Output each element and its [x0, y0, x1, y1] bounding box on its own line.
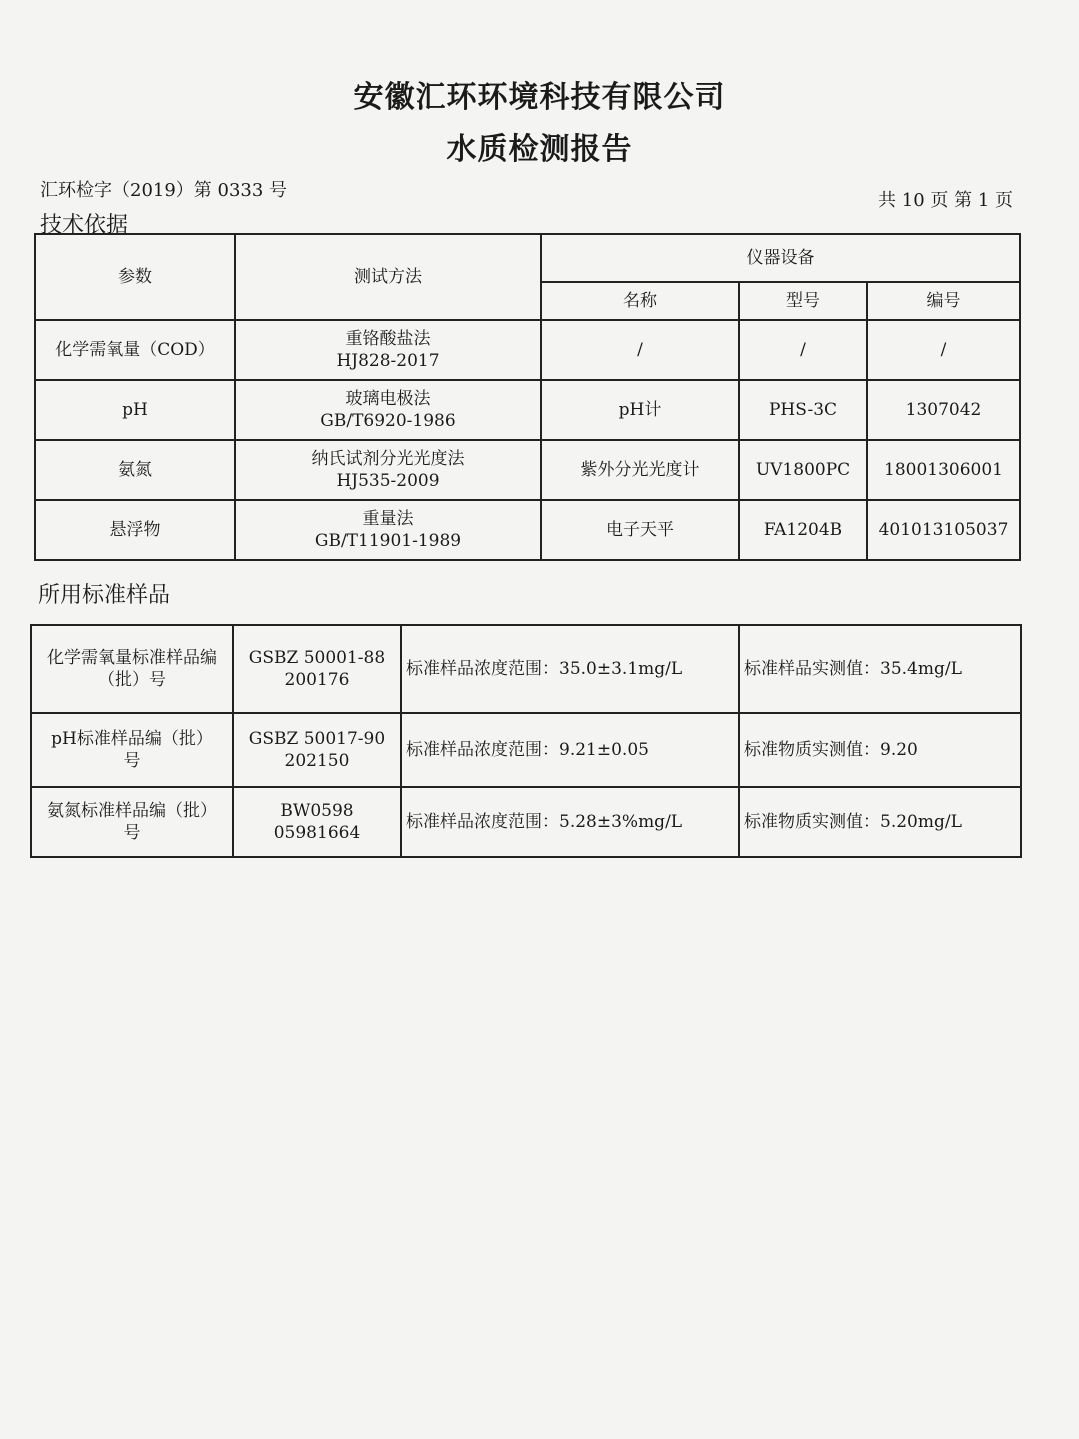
- method-standard: GB/T11901-1989: [314, 531, 462, 551]
- method-standard: GB/T6920-1986: [320, 411, 456, 431]
- method-cell: [235, 440, 541, 500]
- method-name: 玻璃电极法: [345, 389, 431, 409]
- standard-label-cell: [31, 787, 233, 857]
- standard-label-line: （批）号: [98, 670, 166, 690]
- standard-label-line: 氨氮标准样品编（批）: [47, 801, 217, 821]
- table-row: [35, 440, 1020, 500]
- batch-number: 202150: [284, 751, 350, 771]
- standard-label-line: 化学需氧量标准样品编: [47, 648, 217, 668]
- company-name: 安徽汇环环境科技有限公司: [353, 80, 726, 115]
- equipment-model-cell: PHS-3C: [739, 380, 867, 440]
- equipment-name-cell: 电子天平: [541, 500, 739, 560]
- measured-value-cell: 标准样品实测值：35.4mg/L: [739, 625, 1021, 713]
- batch-number: 05981664: [273, 823, 361, 843]
- param-cell: 氨氮: [35, 440, 235, 500]
- standard-label-cell: [31, 713, 233, 787]
- equipment-model-cell: /: [739, 320, 867, 380]
- param-cell: 悬浮物: [35, 500, 235, 560]
- param-cell: pH: [35, 380, 235, 440]
- equipment-model-cell: UV1800PC: [739, 440, 867, 500]
- method-standard: HJ535-2009: [336, 471, 440, 491]
- standard-label-line: pH标准样品编（批）: [51, 729, 213, 749]
- standards-title: 所用标准样品: [38, 583, 171, 608]
- equipment-serial-cell: 18001306001: [867, 440, 1020, 500]
- method-name: 纳氏试剂分光光度法: [311, 449, 465, 469]
- concentration-range-cell: 标准样品浓度范围：35.0±3.1mg/L: [401, 625, 739, 713]
- concentration-range-cell: 标准样品浓度范围：5.28±3%mg/L: [401, 787, 739, 857]
- report-title: 水质检测报告: [446, 132, 633, 167]
- header-model: 型号: [739, 282, 867, 320]
- measured-value-cell: 标准物质实测值：9.20: [739, 713, 1021, 787]
- standard-label-line: 号: [123, 751, 141, 771]
- method-name: 重量法: [362, 509, 414, 529]
- standard-label-cell: [31, 625, 233, 713]
- method-standard: HJ828-2017: [336, 351, 440, 371]
- table-row: [31, 787, 1021, 857]
- table-row: [35, 500, 1020, 560]
- tech-basis-table: [34, 233, 1021, 561]
- method-cell: [235, 380, 541, 440]
- header-name: 名称: [541, 282, 739, 320]
- standard-code: BW0598: [280, 801, 354, 821]
- equipment-serial-cell: 401013105037: [867, 500, 1020, 560]
- standard-code: GSBZ 50017-90: [248, 729, 386, 749]
- page-info: 共 10 页 第 1 页: [878, 190, 1013, 211]
- standard-code-cell: [233, 713, 401, 787]
- standard-code-cell: [233, 625, 401, 713]
- table-row: [35, 320, 1020, 380]
- equipment-name-cell: 紫外分光光度计: [541, 440, 739, 500]
- standards-table: [30, 624, 1022, 858]
- standard-code-cell: [233, 787, 401, 857]
- measured-value-cell: 标准物质实测值：5.20mg/L: [739, 787, 1021, 857]
- header-serial: 编号: [867, 282, 1020, 320]
- equipment-serial-cell: /: [867, 320, 1020, 380]
- equipment-serial-cell: 1307042: [867, 380, 1020, 440]
- standard-code: GSBZ 50001-88: [248, 648, 386, 668]
- header-param: 参数: [35, 234, 235, 320]
- table-row: [35, 380, 1020, 440]
- method-cell: [235, 320, 541, 380]
- tech-basis-title: 技术依据: [40, 213, 129, 238]
- standard-label-line: 号: [123, 823, 141, 843]
- table-row: [31, 713, 1021, 787]
- header-method: 测试方法: [235, 234, 541, 320]
- method-name: 重铬酸盐法: [345, 329, 431, 349]
- param-cell: 化学需氧量（COD）: [35, 320, 235, 380]
- equipment-model-cell: FA1204B: [739, 500, 867, 560]
- concentration-range-cell: 标准样品浓度范围：9.21±0.05: [401, 713, 739, 787]
- table-row: [31, 625, 1021, 713]
- batch-number: 200176: [284, 670, 350, 690]
- equipment-name-cell: pH计: [541, 380, 739, 440]
- method-cell: [235, 500, 541, 560]
- document-number: 汇环检字（2019）第 0333 号: [40, 180, 288, 201]
- header-equipment: 仪器设备: [541, 234, 1020, 282]
- equipment-name-cell: /: [541, 320, 739, 380]
